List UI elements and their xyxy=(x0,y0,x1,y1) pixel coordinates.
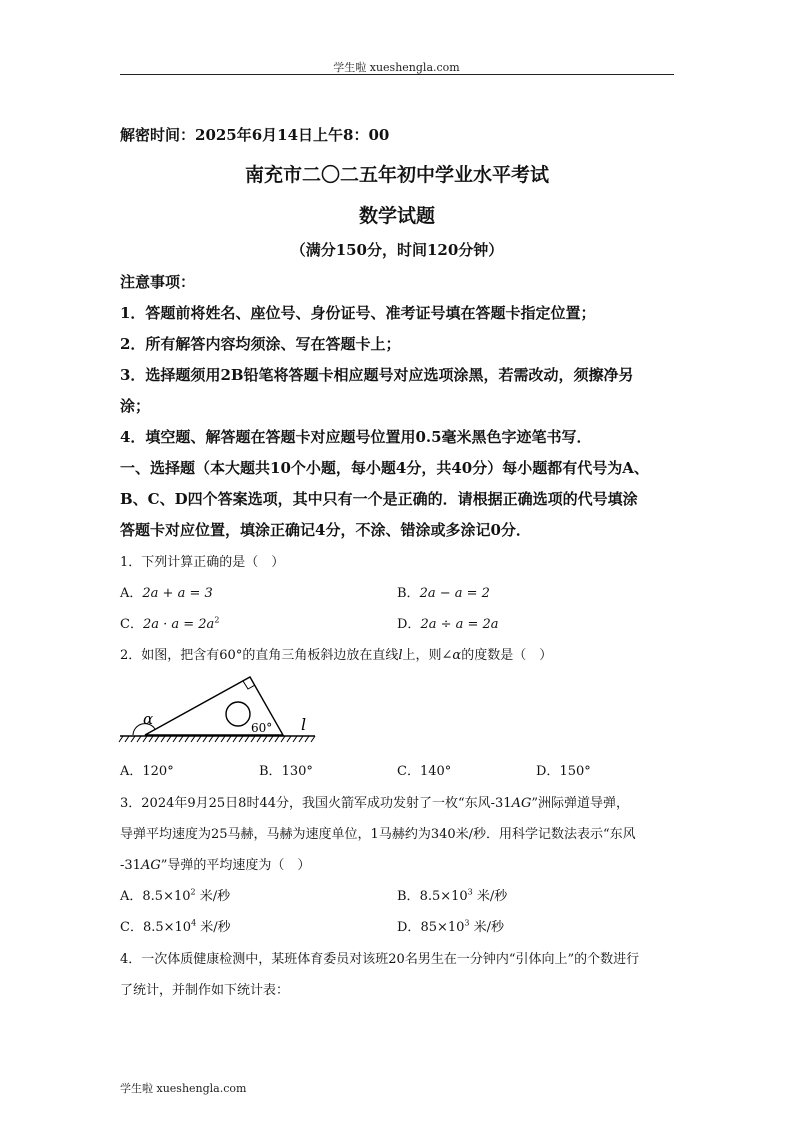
q3-option-d-label: D． xyxy=(397,920,421,935)
q3-line1-pre: 3．2024年9月25日8时44分，我国火箭军成功发射了一枚“东风-31 xyxy=(120,796,512,811)
q3-option-a-base: 8.5×10 xyxy=(142,889,191,904)
exam-subject: 数学试题 xyxy=(358,205,435,227)
q1-option-c-text: 2a · a = 2a xyxy=(142,617,215,632)
q3-option-b-unit: 米/秒 xyxy=(472,889,508,904)
q3-option-c-base: 8.5×10 xyxy=(142,920,192,935)
section1-line2: B、C、D四个答案选项，其中只有一个是正确的．请根据正确选项的代号填涂 xyxy=(120,490,638,508)
section1-line3: 答题卡对应位置，填涂正确记4分，不涂、错涂或多涂记0分． xyxy=(120,521,531,539)
note-1: 1．答题前将姓名、座位号、身份证号、准考证号填在答题卡指定位置； xyxy=(120,304,596,322)
q3-line3-post: ”导弹的平均速度为（ ） xyxy=(160,858,311,873)
q1-option-b xyxy=(397,582,490,601)
q3-option-b xyxy=(397,885,507,904)
q3-option-a-label: A． xyxy=(120,889,143,904)
q2-stem-line: l xyxy=(398,648,403,663)
q3-ag-1: AG xyxy=(511,796,532,811)
q3-line2: 导弹平均速度为25马赫，马赫为速度单位，1马赫约为340米/秒．用科学记数法表示“东风 xyxy=(120,827,636,842)
q3-line3-pre: -31 xyxy=(120,858,141,873)
q3-option-c-unit: 米/秒 xyxy=(196,920,231,935)
q2-option-b xyxy=(259,760,313,779)
q3-option-a xyxy=(120,885,230,904)
q2-triangle-figure xyxy=(115,672,325,744)
ground-hatching xyxy=(119,736,315,742)
q3-option-a-unit: 米/秒 xyxy=(195,889,231,904)
q1-option-d xyxy=(397,613,499,632)
q2-option-c-label: C． xyxy=(397,764,420,779)
note-3b: 涂； xyxy=(120,397,151,415)
fig-60-label: 60° xyxy=(251,721,273,735)
q4-line1: 4．一次体质健康检测中，某班体育委员对该班20名男生在一分钟内“引体向上”的个数进行 xyxy=(120,952,640,967)
q2-stem-pre: 2．如图，把含有 xyxy=(120,648,220,663)
q3-line1-post: ”洲际弹道导弹， xyxy=(531,796,629,811)
q3-line3 xyxy=(120,854,310,873)
q2-option-d-text: 150° xyxy=(559,764,591,779)
q1-option-c-label: C． xyxy=(120,617,143,632)
q1-option-a xyxy=(120,582,213,601)
page-footer: 学生啦 xueshengla.com xyxy=(120,1082,247,1095)
q1-stem: 1．下列计算正确的是（ ） xyxy=(120,555,285,570)
q3-option-d xyxy=(397,916,504,935)
q2-stem-mid: 的直角三角板斜边放在直线 xyxy=(242,648,399,663)
note-3a: 3．选择题须用2B铅笔将答题卡相应题号对应选项涂黑，若需改动，须擦净另 xyxy=(120,366,634,384)
fig-line-label: l xyxy=(301,715,307,734)
q2-option-a xyxy=(120,760,174,779)
q3-option-b-label: B． xyxy=(397,889,420,904)
exam-meta: （满分150分，时间120分钟） xyxy=(290,241,504,259)
q1-option-b-text: 2a − a = 2 xyxy=(419,586,490,601)
header-rule xyxy=(120,74,674,75)
q2-stem-post: 的度数是（ ） xyxy=(461,648,553,663)
q3-option-d-exp: 3 xyxy=(464,918,470,928)
q3-option-c-label: C． xyxy=(120,920,143,935)
q3-option-c-exp: 4 xyxy=(191,918,197,928)
q2-stem xyxy=(120,644,552,663)
section1-line1: 一、选择题（本大题共10个小题，每小题4分，共40分）每小题都有代号为A、 xyxy=(120,459,649,477)
q2-option-c xyxy=(397,760,451,779)
q3-option-d-base: 85×10 xyxy=(420,920,465,935)
q2-stem-alpha: ∠α xyxy=(441,648,462,663)
note-4: 4．填空题、解答题在答题卡对应题号位置用0.5毫米黑色字迹笔书写． xyxy=(120,428,592,446)
q3-ag-2: AG xyxy=(140,858,161,873)
q1-option-a-label: A． xyxy=(120,586,143,601)
q2-stem-mid2: 上，则 xyxy=(402,648,442,663)
exam-title: 南充市二〇二五年初中学业水平考试 xyxy=(244,164,549,186)
q2-option-d-label: D． xyxy=(536,764,560,779)
q2-option-d xyxy=(536,760,591,779)
q1-option-d-text: 2a ÷ a = 2a xyxy=(420,617,499,632)
q1-option-b-label: B． xyxy=(397,586,420,601)
q1-option-c-exponent: 2 xyxy=(214,615,220,625)
q2-option-c-text: 140° xyxy=(419,764,452,779)
q2-stem-angle: 60° xyxy=(219,648,243,663)
q1-option-a-text: 2a + a = 3 xyxy=(142,586,213,601)
q3-option-b-base: 8.5×10 xyxy=(419,889,468,904)
q2-option-a-text: 120° xyxy=(142,764,174,779)
decrypt-time: 解密时间：2025年6月14日上午8：00 xyxy=(120,126,390,144)
q2-option-b-label: B． xyxy=(259,764,282,779)
q2-option-a-label: A． xyxy=(120,764,143,779)
q1-option-d-label: D． xyxy=(397,617,421,632)
triangle-hole xyxy=(226,702,250,726)
note-2: 2．所有解答内容均须涂、写在答题卡上； xyxy=(120,335,401,353)
q1-option-c xyxy=(120,613,219,632)
page-header: 学生啦 xueshengla.com xyxy=(333,61,460,74)
q3-line1 xyxy=(120,792,629,811)
q3-option-d-unit: 米/秒 xyxy=(469,920,505,935)
q2-option-b-text: 130° xyxy=(281,764,313,779)
fig-alpha-label: α xyxy=(143,710,154,728)
notes-heading: 注意事项： xyxy=(120,273,196,291)
q3-option-a-exp: 2 xyxy=(190,887,196,897)
q3-option-b-exp: 3 xyxy=(467,887,473,897)
q4-line2: 了统计，并制作如下统计表： xyxy=(120,983,290,998)
q3-option-c xyxy=(120,916,231,935)
